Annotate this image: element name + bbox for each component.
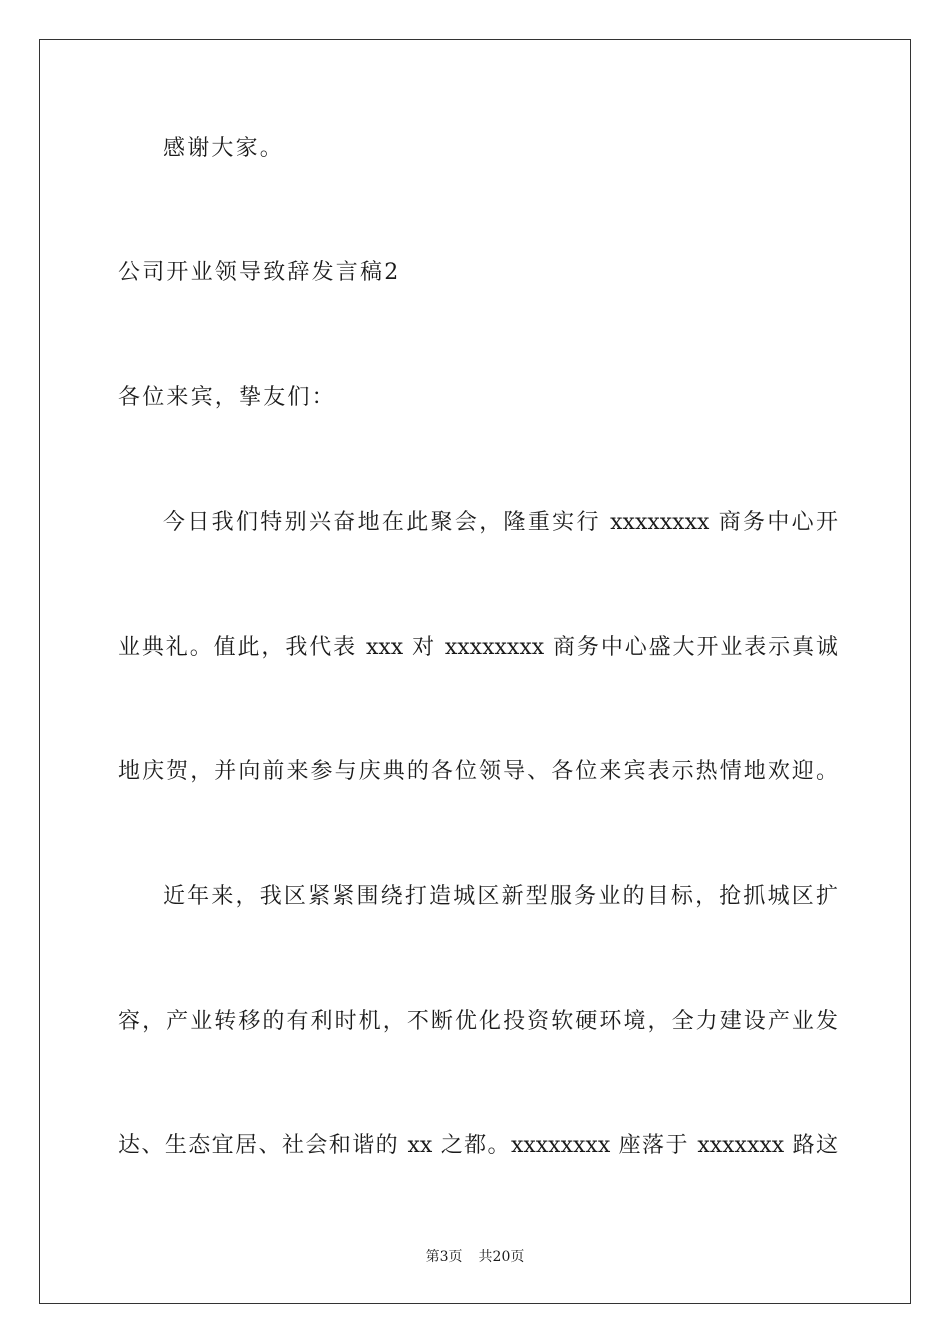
page-total: 共20页 bbox=[478, 1249, 525, 1265]
paragraph-line: 达、生态宜居、社会和谐的 xx 之都。xxxxxxxx 座落于 xxxxxxx 路这 bbox=[118, 1133, 838, 1158]
paragraph-line: 容，产业转移的有利时机，不断优化投资软硬环境，全力建设产业发 bbox=[118, 1009, 838, 1034]
paragraph-line: 今日我们特别兴奋地在此聚会，隆重实行 xxxxxxxx 商务中心开 bbox=[163, 510, 838, 535]
section-heading: 公司开业领导致辞发言稿2 bbox=[118, 260, 401, 285]
salutation: 各位来宾，挚友们： bbox=[118, 385, 336, 410]
paragraph-line: 近年来，我区紧紧围绕打造城区新型服务业的目标，抢抓城区扩 bbox=[163, 884, 838, 909]
page-number: 第3页 bbox=[425, 1249, 463, 1265]
text-line-closing: 感谢大家。 bbox=[163, 136, 285, 161]
page-footer bbox=[0, 1247, 950, 1267]
page-border bbox=[39, 39, 911, 1304]
paragraph-line: 地庆贺，并向前来参与庆典的各位领导、各位来宾表示热情地欢迎。 bbox=[118, 759, 838, 784]
paragraph-line: 业典礼。值此，我代表 xxx 对 xxxxxxxx 商务中心盛大开业表示真诚 bbox=[118, 635, 838, 660]
